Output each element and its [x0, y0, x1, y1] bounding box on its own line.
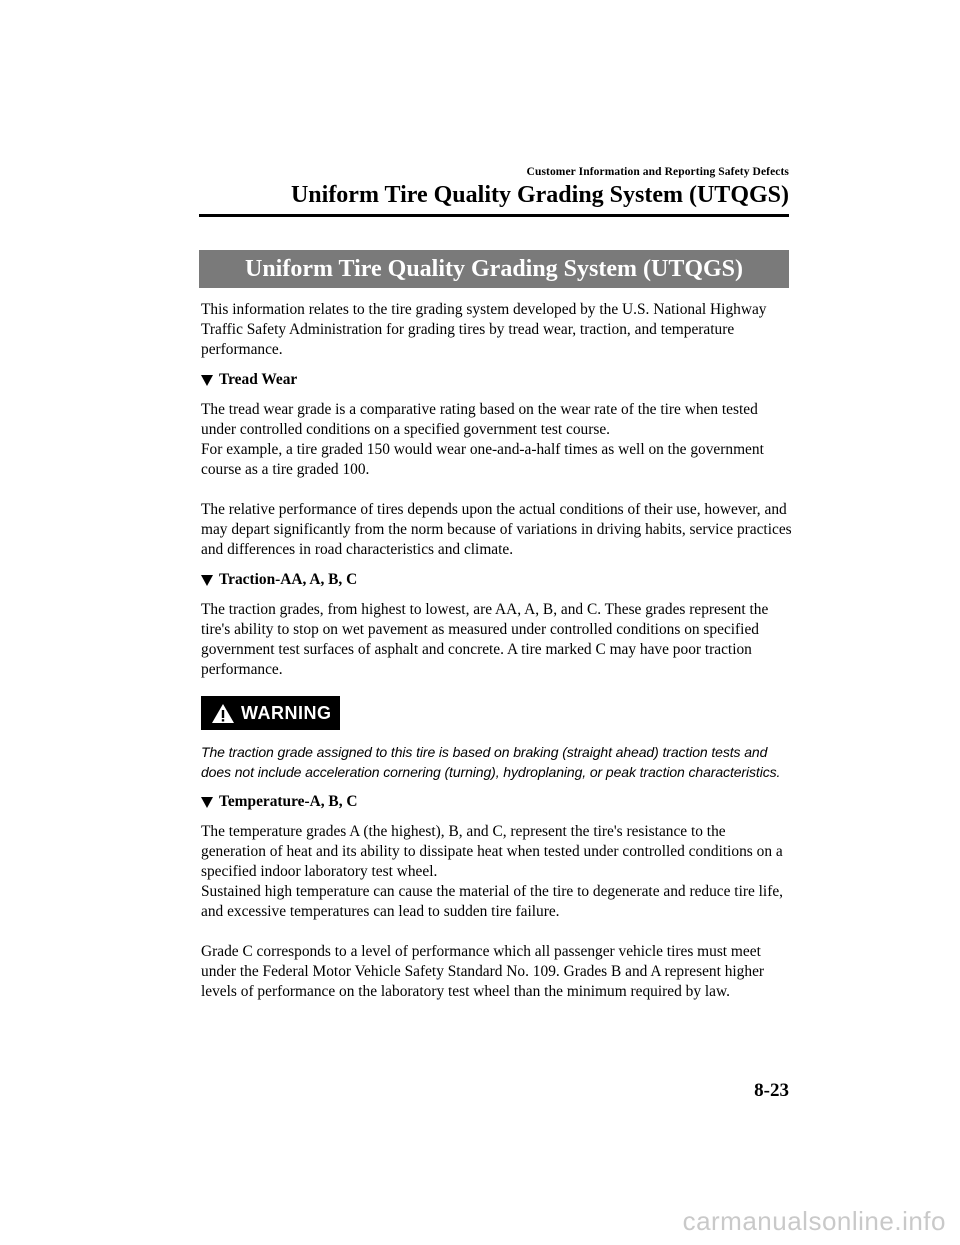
temperature-heading-label: Temperature-A, B, C — [219, 793, 358, 810]
temperature-paragraph: The temperature grades A (the highest), B, and C, represent the tire's resistance to the generation of heat and its ability to dissipate heat when tested under controlled conditions on a specified indoor laboratory test wheel. — [201, 823, 783, 880]
warning-badge — [201, 696, 340, 730]
traction-heading — [201, 570, 793, 590]
section-title: Uniform Tire Quality Grading System (UTQGS) — [290, 182, 789, 208]
traction-heading-label: Traction-AA, A, B, C — [219, 571, 358, 588]
traction-paragraph: The traction grades, from highest to lowest, are AA, A, B, and C. These grades represent the tire's ability to stop on wet pavement as measured under controlled conditions on specified government test surfaces of asphalt and concrete. A tire marked C may have poor traction performance. — [201, 601, 769, 678]
triangle-bullet-icon — [201, 797, 213, 808]
warning-text: The traction grade assigned to this tire is based on braking (straight ahead) traction tests and does not include acceleration cornering (turning), hydroplaning, or peak traction characteristics. — [201, 744, 781, 780]
chapter-header: Customer Information and Reporting Safety Defects — [526, 166, 789, 178]
tread-wear-note: The relative performance of tires depends upon the actual conditions of their use, however, and may depart significantly from the norm because of variations in driving habits, service practices and differences in road characteristics and climate. — [201, 501, 792, 558]
triangle-bullet-icon — [201, 575, 213, 586]
page-content — [201, 290, 793, 1002]
tread-wear-example: For example, a tire graded 150 would wear one-and-a-half times as well on the government course as a tire graded 100. — [201, 441, 764, 478]
temperature-effects: Sustained high temperature can cause the material of the tire to degenerate and reduce tire life, and excessive temperatures can lead to sudden tire failure. — [201, 883, 784, 920]
intro-paragraph: This information relates to the tire grading system developed by the U.S. National Highway Traffic Safety Administration for grading tires by tread wear, traction, and temperature performance. — [201, 301, 767, 358]
watermark: carmanualsonline.info — [682, 1206, 946, 1236]
warning-label: WARNING — [241, 703, 332, 723]
warning-icon — [211, 703, 235, 724]
triangle-bullet-icon — [201, 375, 213, 386]
temperature-heading — [201, 792, 793, 812]
temperature-grade-note: Grade C corresponds to a level of performance which all passenger vehicle tires must meet under the Federal Motor Vehicle Safety Standard No. 109. Grades B and A represent higher levels of performance on the laboratory test wheel than the minimum required by law. — [201, 943, 765, 1000]
banner-title: Uniform Tire Quality Grading System (UTQGS) — [244, 255, 744, 282]
page-number: 8-23 — [754, 1080, 789, 1101]
tread-wear-heading — [201, 370, 793, 390]
tread-wear-heading-label: Tread Wear — [219, 371, 298, 388]
header-divider — [199, 214, 789, 217]
tread-wear-paragraph: The tread wear grade is a comparative rating based on the wear rate of the tire when tested under controlled conditions on a specified government test course. — [201, 401, 758, 438]
section-banner — [199, 250, 789, 288]
